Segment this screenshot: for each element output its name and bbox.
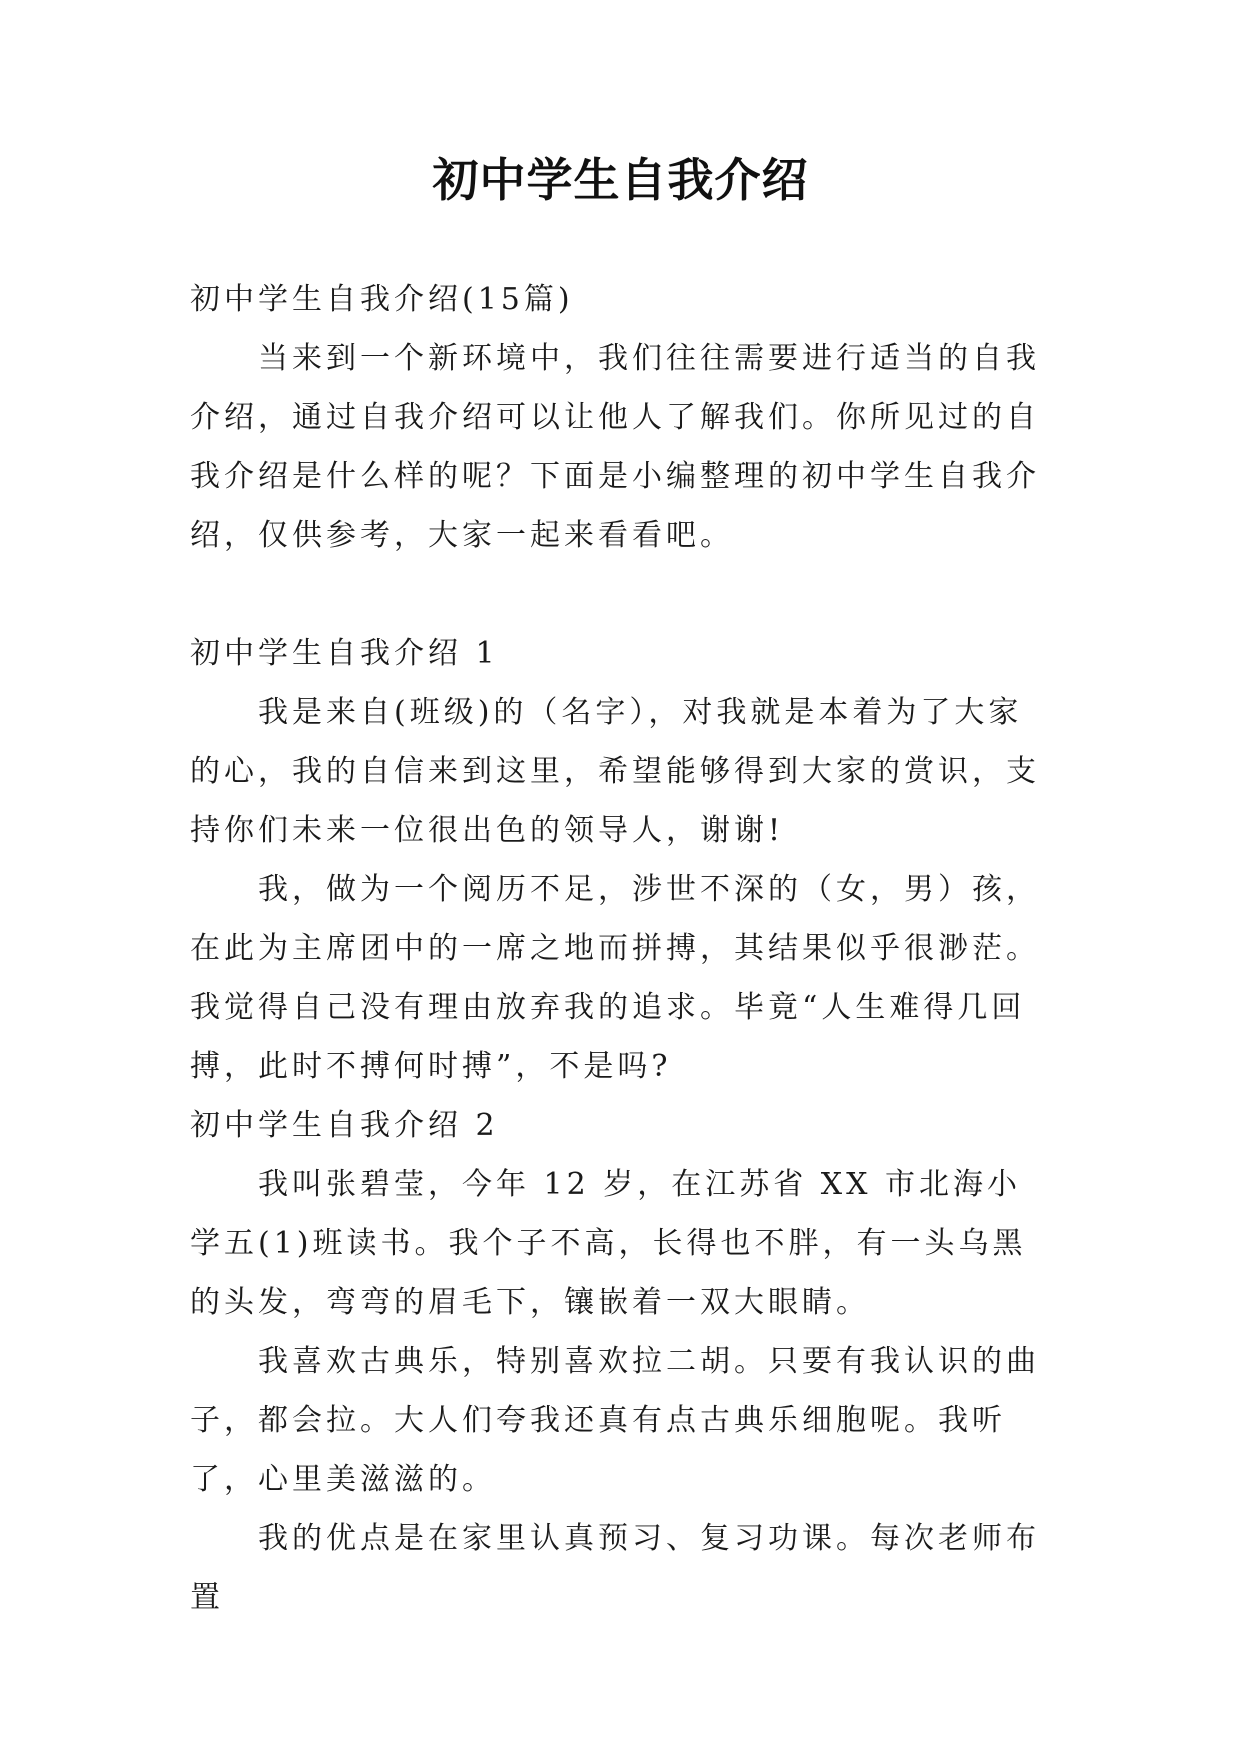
document-body: [190, 270, 1052, 1627]
intro-paragraph: 当来到一个新环境中，我们往往需要进行适当的自我介绍，通过自我介绍可以让他人了解我们。你所见过的自我介绍是什么样的呢？下面是小编整理的初中学生自我介绍，仅供参考，大家一起来看看吧。: [190, 341, 1040, 553]
section-1-paragraph-1: 我是来自(班级)的（名字），对我就是本着为了大家的心，我的自信来到这里，希望能够得到大家的赏识，支持你们未来一位很出色的领导人，谢谢!: [190, 695, 1040, 848]
document-subtitle: 初中学生自我介绍(15篇): [190, 282, 574, 317]
section-2-paragraph-3: 我的优点是在家里认真预习、复习功课。每次老师布置: [190, 1521, 1040, 1615]
section-spacer: [190, 565, 1052, 624]
section-heading-2: 初中学生自我介绍 2: [190, 1108, 499, 1143]
section-heading-1: 初中学生自我介绍 1: [190, 636, 499, 671]
document-title: 初中学生自我介绍: [432, 153, 809, 207]
section-1-paragraph-2: 我，做为一个阅历不足，涉世不深的（女，男）孩，在此为主席团中的一席之地而拼搏，其结果似乎很渺茫。我觉得自己没有理由放弃我的追求。毕竟“人生难得几回搏，此时不搏何时搏”，不是吗?: [190, 872, 1040, 1084]
section-2-paragraph-1: 我叫张碧莹，今年 12 岁，在江苏省 XX 市北海小学五(1)班读书。我个子不高，长得也不胖，有一头乌黑的头发，弯弯的眉毛下，镶嵌着一双大眼睛。: [190, 1167, 1027, 1320]
section-2-paragraph-2: 我喜欢古典乐，特别喜欢拉二胡。只要有我认识的曲子，都会拉。大人们夸我还真有点古典乐细胞呢。我听了，心里美滋滋的。: [190, 1344, 1040, 1497]
